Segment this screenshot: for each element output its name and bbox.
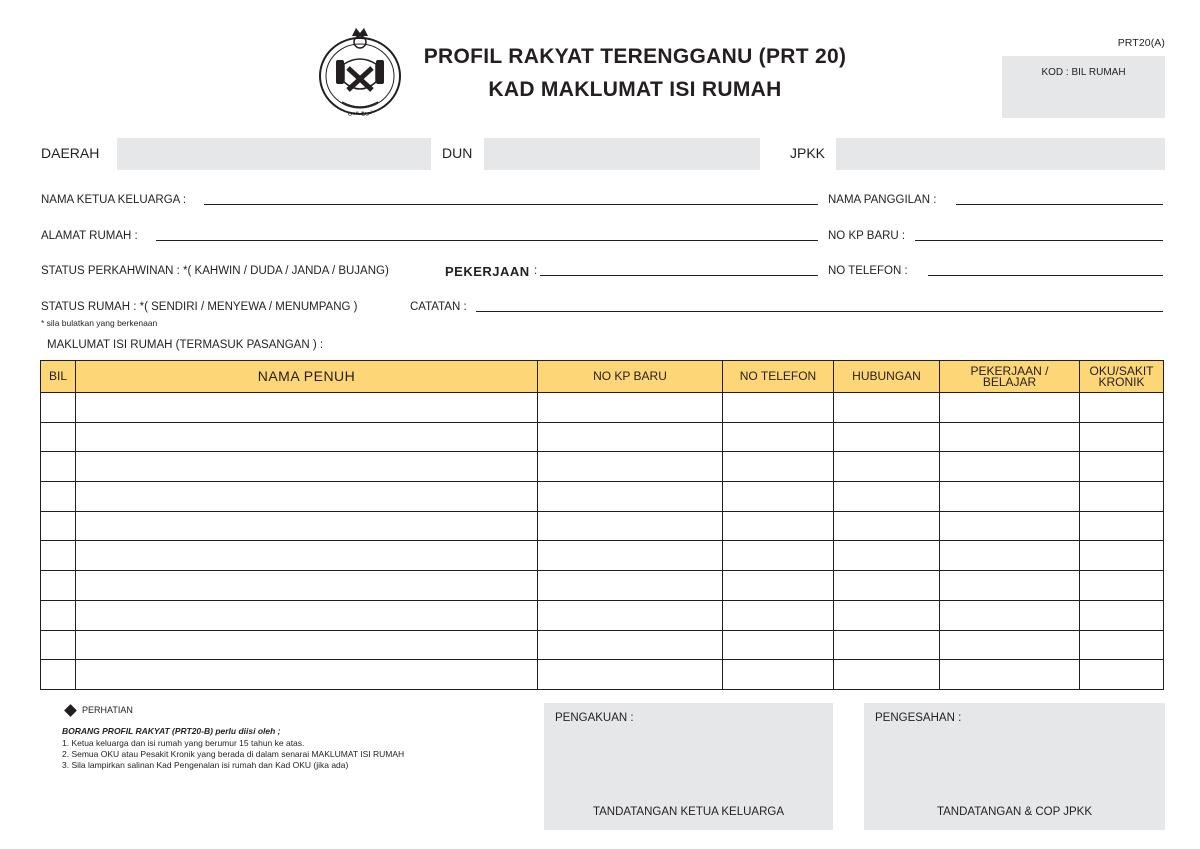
table-cell[interactable] [538, 571, 723, 601]
table-cell[interactable] [76, 600, 538, 630]
column-header-nama-penuh: NAMA PENUH [76, 361, 538, 393]
table-cell[interactable] [1080, 511, 1164, 541]
nama-panggilan-label: NAMA PANGGILAN : [828, 194, 937, 206]
table-row [41, 541, 1164, 571]
table-cell[interactable] [940, 541, 1080, 571]
column-header-hubungan: HUBUNGAN [834, 361, 940, 393]
table-cell[interactable] [834, 422, 940, 452]
maklumat-title: MAKLUMAT ISI RUMAH (TERMASUK PASANGAN ) : [47, 339, 324, 351]
status-kahwin-label: STATUS PERKAHWINAN : *( KAHWIN / DUDA / JANDA / BUJANG) [41, 265, 389, 277]
table-cell[interactable] [41, 511, 76, 541]
table-cell[interactable] [834, 393, 940, 423]
table-cell[interactable] [538, 541, 723, 571]
notes-item-2: 2. Semua OKU atau Pesakit Kronik yang berada di dalam senarai MAKLUMAT ISI RUMAH [62, 749, 405, 759]
table-cell[interactable] [834, 511, 940, 541]
page-title: PROFIL RAKYAT TERENGGANU (PRT 20) [423, 45, 847, 68]
table-cell[interactable] [834, 600, 940, 630]
table-cell[interactable] [940, 422, 1080, 452]
pengakuan-label: PENGAKUAN : [555, 712, 634, 724]
footnote: * sila bulatkan yang berkenaan [41, 318, 158, 328]
table-row [41, 422, 1164, 452]
table-cell[interactable] [834, 541, 940, 571]
table-cell[interactable] [1080, 660, 1164, 690]
column-header-pekerjaan: PEKERJAAN / BELAJAR [940, 361, 1080, 393]
catatan-label: CATATAN : [410, 301, 467, 313]
table-cell[interactable] [538, 452, 723, 482]
table-cell[interactable] [723, 660, 834, 690]
jpkk-label: JPKK [790, 145, 826, 161]
table-cell[interactable] [538, 630, 723, 660]
pengesahan-sign-label: TANDATANGAN & COP JPKK [936, 806, 1093, 818]
alamat-label: ALAMAT RUMAH : [41, 230, 138, 242]
table-cell[interactable] [1080, 422, 1164, 452]
table-cell[interactable] [723, 452, 834, 482]
table-header-row [41, 361, 1164, 393]
table-row [41, 600, 1164, 630]
table-cell[interactable] [723, 600, 834, 630]
no-kp-line[interactable] [915, 240, 1163, 241]
form-code: PRT20(A) [1117, 37, 1165, 49]
daerah-label: DAERAH [41, 145, 100, 161]
nama-ketua-label: NAMA KETUA KELUARGA : [41, 194, 187, 206]
page-subtitle: KAD MAKLUMAT ISI RUMAH [488, 78, 782, 101]
table-cell[interactable] [1080, 630, 1164, 660]
nama-panggilan-line[interactable] [956, 204, 1163, 205]
table-cell[interactable] [723, 571, 834, 601]
table-cell[interactable] [538, 660, 723, 690]
jpkk-field[interactable] [836, 138, 1165, 170]
column-header-bil: BIL [41, 361, 76, 393]
table-cell[interactable] [940, 630, 1080, 660]
pekerjaan-label: PEKERJAAN [445, 264, 530, 279]
table-row [41, 393, 1164, 423]
table-cell[interactable] [940, 571, 1080, 601]
table-cell[interactable] [834, 660, 940, 690]
table-cell[interactable] [940, 660, 1080, 690]
state-emblem [316, 24, 404, 120]
column-header-oku: OKU/SAKIT KRONIK [1080, 361, 1164, 393]
table-cell[interactable] [834, 452, 940, 482]
pengakuan-box[interactable] [544, 703, 833, 830]
table-cell[interactable] [1080, 393, 1164, 423]
table-row [41, 511, 1164, 541]
notes-subheading: BORANG PROFIL RAKYAT (PRT20-B) perlu diisi oleh ; [62, 726, 281, 736]
column-header-no-kp-baru: NO KP BARU [538, 361, 723, 393]
pengakuan-sign-label: TANDATANGAN KETUA KELUARGA [592, 806, 785, 818]
daerah-field[interactable] [117, 138, 431, 170]
table-cell[interactable] [76, 541, 538, 571]
table-cell[interactable] [1080, 600, 1164, 630]
table-cell[interactable] [41, 452, 76, 482]
table-cell[interactable] [834, 571, 940, 601]
table-cell[interactable] [940, 511, 1080, 541]
table-cell[interactable] [76, 660, 538, 690]
table-cell[interactable] [41, 541, 76, 571]
table-cell[interactable] [940, 482, 1080, 512]
table-cell[interactable] [76, 511, 538, 541]
table-cell[interactable] [940, 600, 1080, 630]
catatan-line[interactable] [476, 311, 1163, 312]
alamat-line[interactable] [156, 240, 818, 241]
table-cell[interactable] [76, 482, 538, 512]
dun-label: DUN [442, 145, 473, 161]
table-cell[interactable] [1080, 452, 1164, 482]
household-table [40, 360, 1164, 690]
notes-heading: PERHATIAN [82, 705, 133, 715]
table-cell[interactable] [41, 660, 76, 690]
table-cell[interactable] [723, 393, 834, 423]
nama-ketua-line[interactable] [204, 204, 818, 205]
table-cell[interactable] [538, 511, 723, 541]
pekerjaan-line[interactable] [540, 275, 818, 276]
status-rumah-label: STATUS RUMAH : *( SENDIRI / MENYEWA / MENUMPANG ) [41, 301, 358, 313]
table-cell[interactable] [538, 422, 723, 452]
table-cell[interactable] [723, 630, 834, 660]
pengesahan-label: PENGESAHAN : [875, 712, 962, 724]
table-cell[interactable] [76, 630, 538, 660]
pekerjaan-colon: : [534, 265, 538, 277]
table-row [41, 660, 1164, 690]
table-cell[interactable] [76, 393, 538, 423]
table-cell[interactable] [76, 571, 538, 601]
dun-field[interactable] [484, 138, 760, 170]
notes-item-1: 1. Ketua keluarga dan isi rumah yang berumur 15 tahun ke atas. [62, 738, 305, 748]
pengesahan-box[interactable] [864, 703, 1165, 830]
table-row [41, 630, 1164, 660]
table-cell[interactable] [723, 511, 834, 541]
table-cell[interactable] [41, 422, 76, 452]
no-telefon-label: NO TELEFON : [828, 265, 908, 277]
table-cell[interactable] [940, 452, 1080, 482]
table-cell[interactable] [76, 422, 538, 452]
table-cell[interactable] [1080, 482, 1164, 512]
kod-bil-rumah-label: KOD : BIL RUMAH [1041, 67, 1126, 78]
table-cell[interactable] [723, 422, 834, 452]
table-cell[interactable] [723, 482, 834, 512]
table-cell[interactable] [538, 482, 723, 512]
kod-bil-rumah-box[interactable] [1002, 56, 1165, 118]
no-kp-label: NO KP BARU : [828, 230, 906, 242]
table-cell[interactable] [1080, 571, 1164, 601]
table-cell[interactable] [834, 482, 940, 512]
table-cell[interactable] [41, 393, 76, 423]
no-telefon-line[interactable] [928, 275, 1163, 276]
table-row [41, 452, 1164, 482]
table-row [41, 482, 1164, 512]
table-cell[interactable] [723, 541, 834, 571]
table-cell[interactable] [76, 452, 538, 482]
table-row [41, 571, 1164, 601]
column-header-no-telefon: NO TELEFON [723, 361, 834, 393]
table-cell[interactable] [41, 482, 76, 512]
warning-diamond-icon [64, 704, 77, 717]
table-cell[interactable] [41, 630, 76, 660]
table-cell[interactable] [41, 571, 76, 601]
table-cell[interactable] [940, 393, 1080, 423]
table-cell[interactable] [538, 393, 723, 423]
notes-item-3: 3. Sila lampirkan salinan Kad Pengenalan isi rumah dan Kad OKU (jika ada) [62, 760, 349, 770]
emblem-motto: تربع مين [347, 109, 373, 116]
table-cell[interactable] [538, 600, 723, 630]
table-cell[interactable] [834, 630, 940, 660]
table-cell[interactable] [41, 600, 76, 630]
table-cell[interactable] [1080, 541, 1164, 571]
